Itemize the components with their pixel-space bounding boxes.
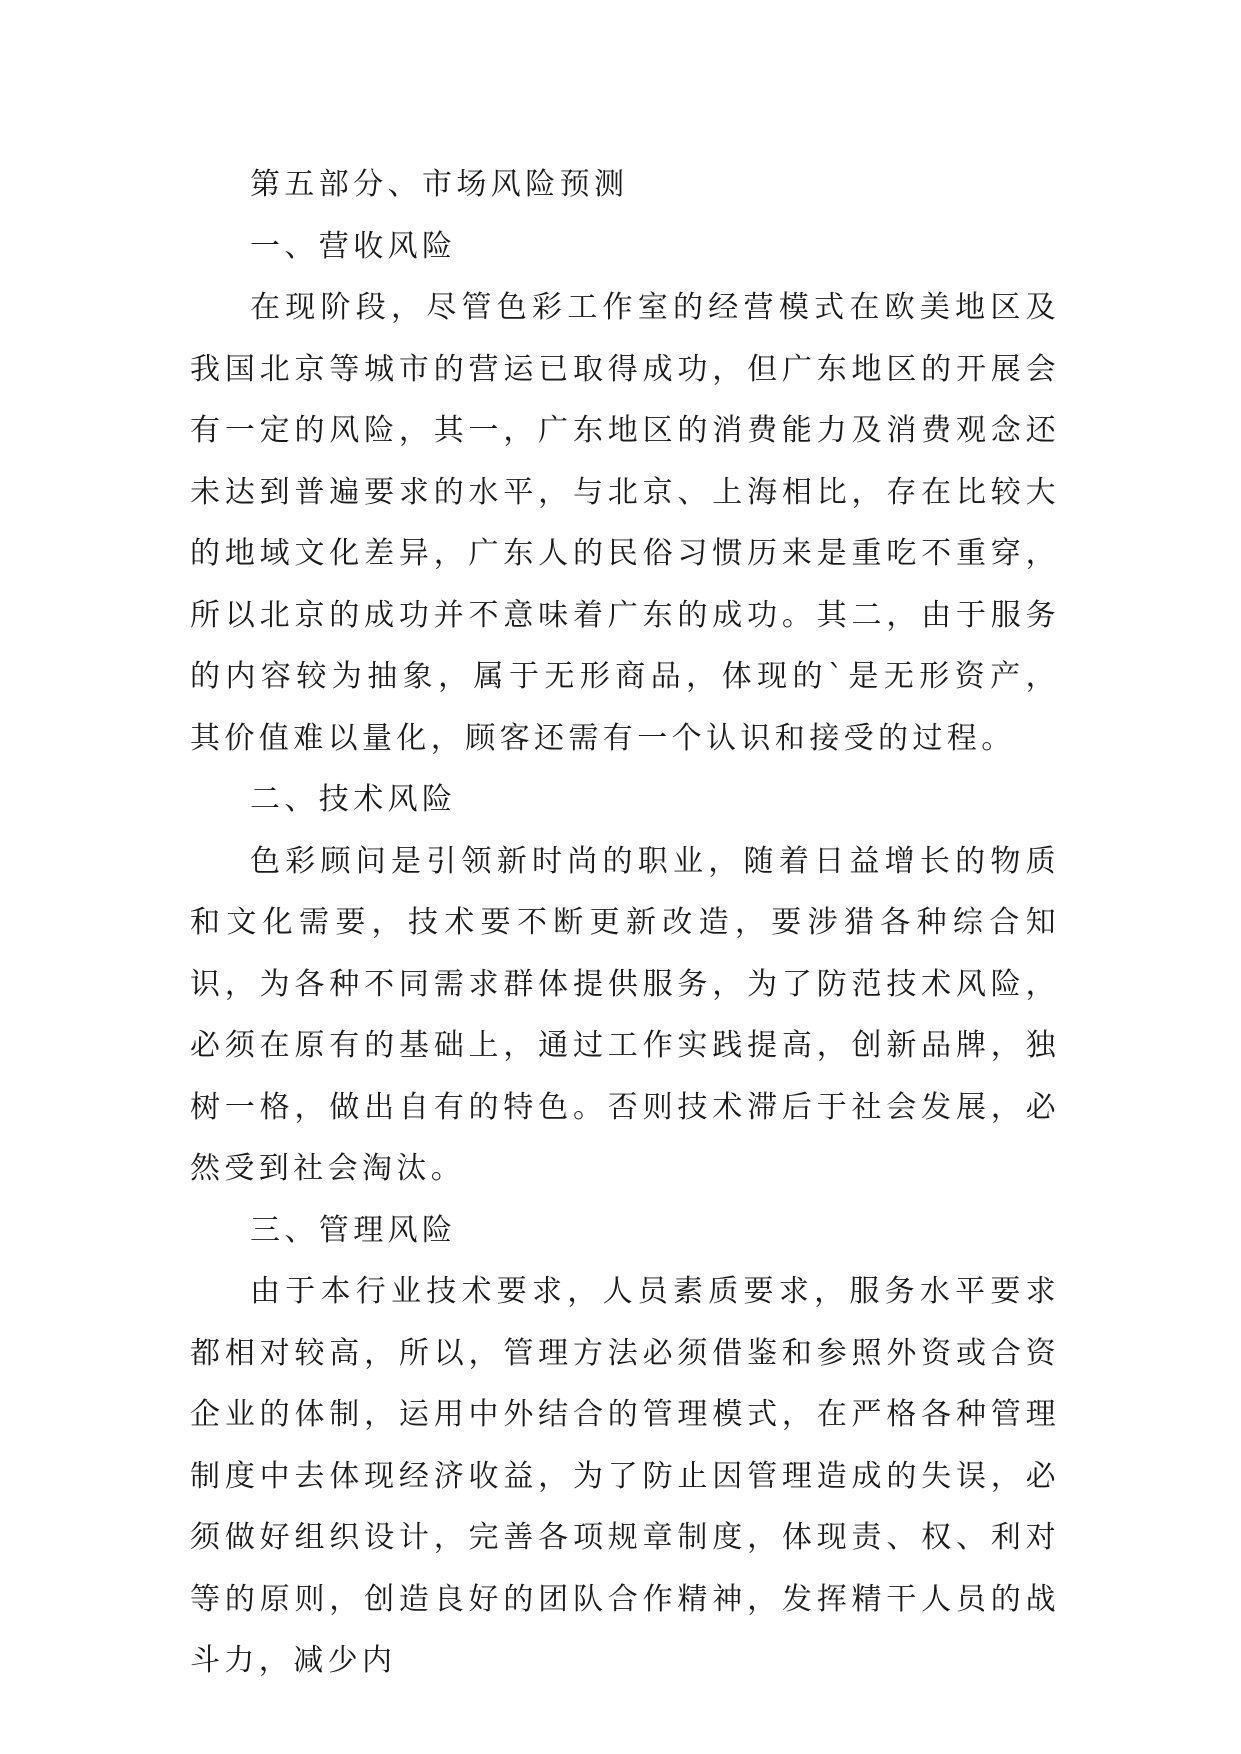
paragraph-revenue-risk: 在现阶段，尽管色彩工作室的经营模式在欧美地区及我国北京等城市的营运已取得成功，但广东地区的开展会有一定的风险，其一，广东地区的消费能力及消费观念还未达到普遍要求的水平，与北京、上海相比，存在比较大的地域文化差异，广东人的民俗习惯历来是重吃不重穿，所以北京的成功并不意味着广东的成功。其二，由于服务的内容较为抽象，属于无形商品，体现的`是无形资产，其价值难以量化，顾客还需有一个认识和接受的过程。 bbox=[190, 290, 1060, 756]
part-title: 第五部分、市场风险预测 bbox=[250, 167, 629, 202]
section-heading-management-risk: 三、管理风险 bbox=[250, 1212, 457, 1248]
section-heading-revenue-risk: 一、营收风险 bbox=[250, 228, 457, 264]
document-body bbox=[190, 154, 1060, 1692]
section-heading-technical-risk: 二、技术风险 bbox=[250, 782, 457, 817]
paragraph-technical-risk: 色彩顾问是引领新时尚的职业，随着日益增长的物质和文化需要，技术要不断更新改造，要涉猎各种综合知识，为各种不同需求群体提供服务，为了防范技术风险，必须在原有的基础上，通过工作实践提高，创新品牌，独树一格，做出自有的特色。否则技术滞后于社会发展，必然受到社会淘汰。 bbox=[190, 843, 1060, 1186]
paragraph-management-risk: 由于本行业技术要求，人员素质要求，服务水平要求都相对较高，所以，管理方法必须借鉴和参照外资或合资企业的体制，运用中外结合的管理模式，在严格各种管理制度中去体现经济收益，为了防止因管理造成的失误，必须做好组织设计，完善各项规章制度，体现责、权、利对等的原则，创造良好的团队合作精神，发挥精干人员的战斗力，减少内 bbox=[190, 1274, 1060, 1678]
